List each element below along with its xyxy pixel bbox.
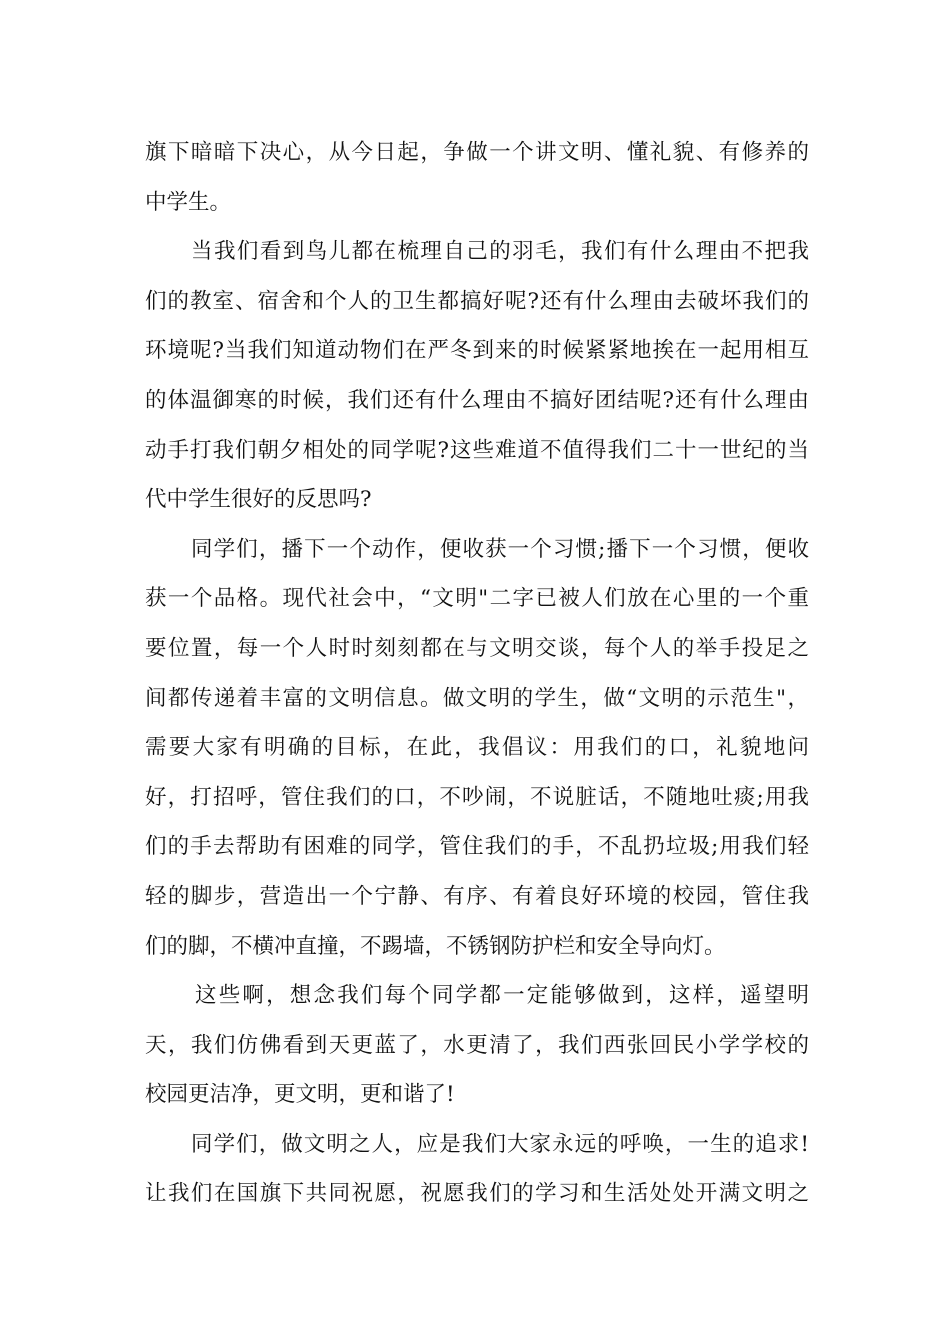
text-line: 们的教室、宿舍和个人的卫生都搞好呢?还有什么理由去破坏我们的 — [145, 288, 809, 314]
text-line: 这些啊，想念我们每个同学都一定能够做到，这样，遥望明 — [195, 983, 809, 1009]
text-line: 环境呢?当我们知道动物们在严冬到来的时候紧紧地挨在一起用相互 — [145, 338, 809, 364]
text-line: 需要大家有明确的目标，在此，我倡议：用我们的口，礼貌地问 — [145, 735, 809, 761]
paragraph-4 — [145, 971, 809, 1120]
text-line: 同学们，播下一个动作，便收获一个习惯;播下一个习惯，便收 — [191, 536, 809, 562]
text-line: 当我们看到鸟儿都在梳理自己的羽毛，我们有什么理由不把我 — [191, 239, 809, 265]
text-line: 好，打招呼，管住我们的口，不吵闹，不说脏话，不随地吐痰;用我 — [145, 784, 809, 810]
text-line: 天，我们仿佛看到天更蓝了，水更清了，我们西张回民小学学校的 — [145, 1032, 809, 1058]
text-line: 间都传递着丰富的文明信息。做文明的学生，做“文明的示范生"， — [145, 685, 809, 711]
text-line: 们的脚，不横冲直撞，不踢墙，不锈钢防护栏和安全导向灯。 — [145, 933, 726, 959]
text-line: 动手打我们朝夕相处的同学呢?这些难道不值得我们二十一世纪的当 — [145, 437, 809, 463]
text-line: 要位置，每一个人时时刻刻都在与文明交谈，每个人的举手投足之 — [145, 635, 809, 661]
text-line: 中学生。 — [145, 189, 232, 215]
paragraph-2 — [145, 227, 809, 525]
text-line: 代中学生很好的反思吗? — [145, 487, 372, 513]
text-line: 旗下暗暗下决心，从今日起，争做一个讲文明、懂礼貌、有修养的 — [145, 140, 809, 165]
paragraph-1 — [145, 128, 809, 227]
text-line: 的体温御寒的时候，我们还有什么理由不搞好团结呢?还有什么理由 — [145, 387, 809, 413]
document-body — [145, 128, 809, 1219]
text-line: 让我们在国旗下共同祝愿，祝愿我们的学习和生活处处开满文明之 — [145, 1181, 809, 1207]
text-line: 们的手去帮助有困难的同学，管住我们的手，不乱扔垃圾;用我们轻 — [145, 834, 809, 860]
text-line: 轻的脚步，营造出一个宁静、有序、有着良好环境的校园，管住我 — [145, 883, 809, 909]
text-line: 获一个品格。现代社会中，“文明"二字已被人们放在心里的一个重 — [145, 586, 809, 612]
paragraph-5 — [145, 1120, 809, 1219]
text-line: 校园更洁净，更文明，更和谐了! — [145, 1082, 455, 1108]
paragraph-3 — [145, 525, 809, 971]
text-line: 同学们，做文明之人，应是我们大家永远的呼唤，一生的追求! — [191, 1131, 809, 1157]
